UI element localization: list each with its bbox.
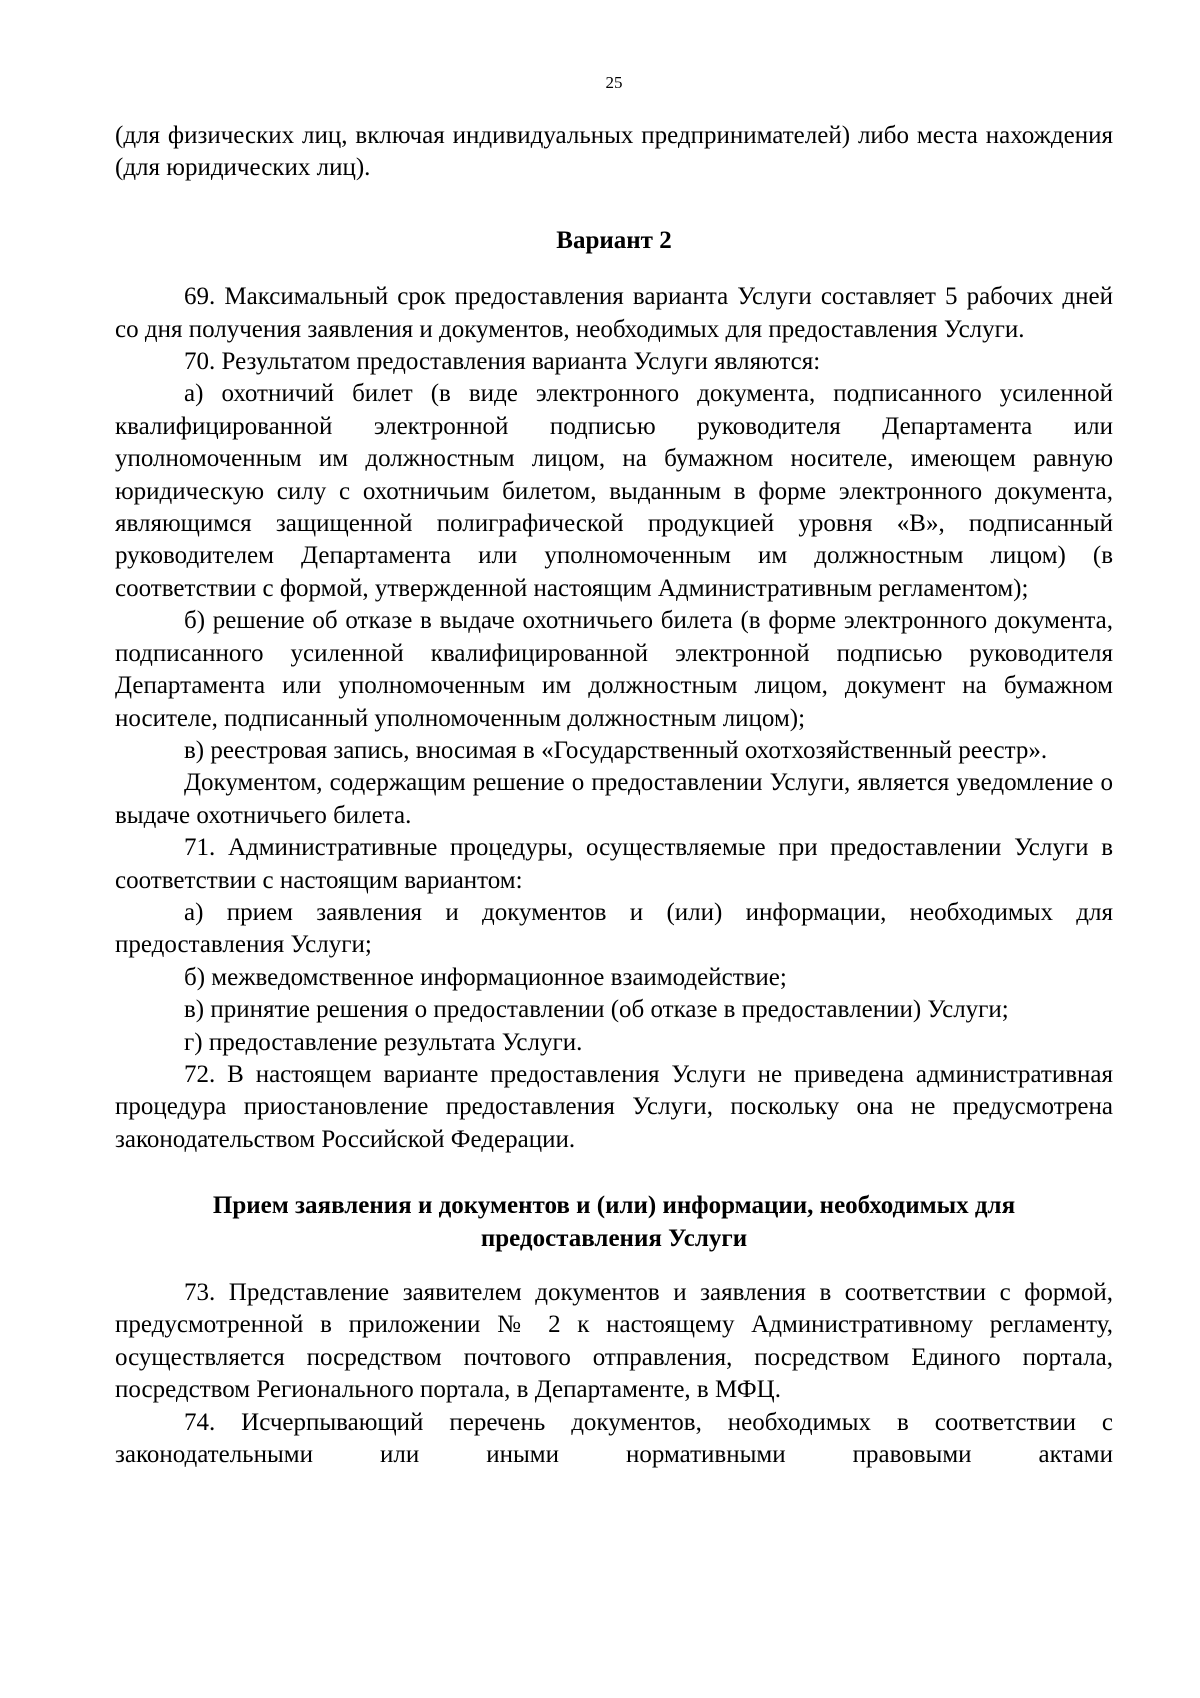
- paragraph-72: 72. В настоящем варианте предоставления Услуги не приведена административная процедура приостановление предоставления Услуги, поскольку она не предусмотрена законодательством Российской Федерации.: [115, 1060, 1113, 1153]
- paragraph-70-a: а) охотничий билет (в виде электронного документа, подписанного усиленной квалифицированной электронной подписью руководителя Департамента или уполномоченным им должностным лицом, на бумажном носителе, имеющем равную юридическую силу с охотничьим билетом, выданным в форме электронного документа, являющимся защищенной полиграфической продукцией уровня «В», подписанный руководителем Департамента или уполномоченным им должностным лицом) (в соответствии с формой, утвержденной настоящим Административным регламентом);: [115, 380, 1113, 602]
- section-heading: Прием заявления и документов и (или) информации, необходимых для предоставления Услуги: [212, 1192, 1016, 1252]
- intro-paragraph: (для физических лиц, включая индивидуальных предпринимателей) либо места нахождения (для юридических лиц).: [115, 122, 1113, 182]
- paragraph-70-document: Документом, содержащим решение о предоставлении Услуги, является уведомление о выдаче охотничьего билета.: [115, 769, 1113, 829]
- paragraph-70-b: б) решение об отказе в выдаче охотничьего билета (в форме электронного документа, подписанного усиленной квалифицированной электронной подписью руководителя Департамента или уполномоченным им должностным лицом, документ на бумажном носителе, подписанный уполномоченным должностным лицом);: [115, 607, 1113, 732]
- paragraph-74: 74. Исчерпывающий перечень документов, необходимых в соответствии с законодательными или иными нормативными правовыми актами: [115, 1408, 1113, 1469]
- paragraph-73: 73. Представление заявителем документов и заявления в соответствии с формой, предусмотренной в приложении № 2 к настоящему Административному регламенту, осуществляется посредством почтового отправления, посредством Единого портала, посредством Регионального портала, в Департаменте, в МФЦ.: [115, 1279, 1113, 1404]
- paragraph-69: 69. Максимальный срок предоставления варианта Услуги составляет 5 рабочих дней со дня получения заявления и документов, необходимых для предоставления Услуги.: [115, 283, 1113, 343]
- paragraph-70-c: в) реестровая запись, вносимая в «Государственный охотхозяйственный реестр».: [184, 736, 1048, 764]
- document-body: [115, 120, 1113, 1471]
- paragraph-71: 71. Административные процедуры, осуществляемые при предоставлении Услуги в соответствии с настоящим вариантом:: [115, 834, 1113, 894]
- paragraph-70: 70. Результатом предоставления варианта Услуги являются:: [184, 348, 821, 376]
- paragraph-71-b: б) межведомственное информационное взаимодействие;: [184, 963, 787, 991]
- paragraph-71-d: г) предоставление результата Услуги.: [184, 1028, 583, 1056]
- paragraph-71-c: в) принятие решения о предоставлении (об отказе в предоставлении) Услуги;: [184, 996, 1009, 1024]
- variant-heading: Вариант 2: [556, 226, 672, 254]
- page-number: 25: [605, 73, 623, 92]
- paragraph-71-a: а) прием заявления и документов и (или) информации, необходимых для предоставления Услуги;: [115, 898, 1113, 959]
